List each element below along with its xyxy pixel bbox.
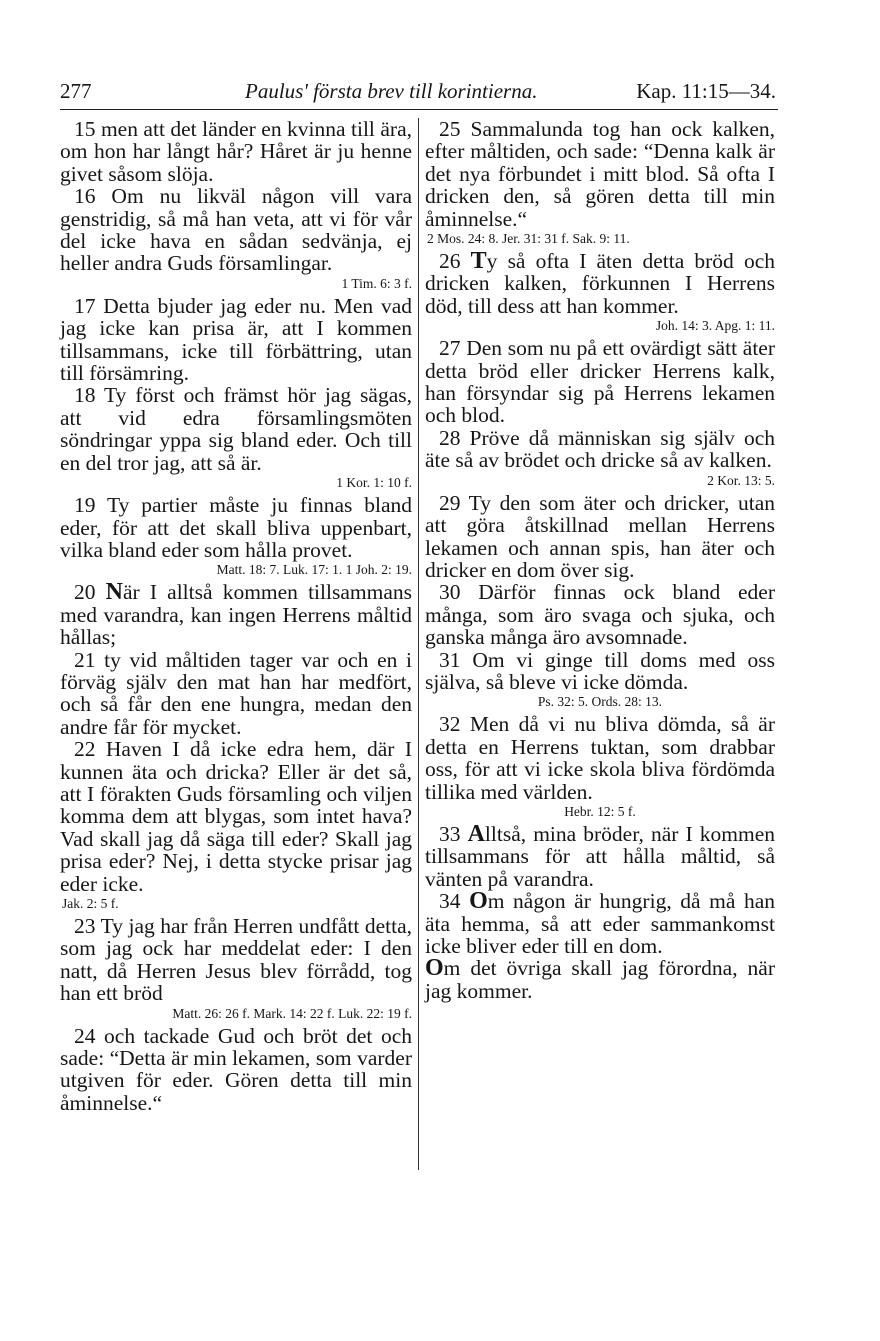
verse-text: 19 Ty partier måste ju finnas bland eder, för att det skall bliva uppenbart, vilka bland eder som hålla provet.	[60, 493, 412, 562]
section-initial: O	[469, 888, 488, 915]
cross-reference: Matt. 18: 7. Luk. 17: 1. 1 Joh. 2: 19.	[216, 562, 412, 578]
verse-number: 33	[439, 821, 468, 846]
verse	[425, 649, 775, 694]
verse	[60, 649, 412, 739]
verse	[425, 250, 775, 317]
verse	[425, 427, 775, 472]
verse	[425, 713, 775, 803]
section-initial: T	[470, 248, 487, 275]
verse	[60, 915, 412, 1005]
section-initial: O	[425, 955, 444, 982]
verse-text: 17 Detta bjuder jag eder nu. Men vad jag icke kan prisa är, att I kommen tillsammans, icke till förbättring, utan till försämring.	[60, 293, 412, 386]
verse-text: 30 Därför finnas ock bland eder många, som äro svaga och sjuka, och ganska många äro avsomnade.	[425, 580, 775, 650]
cross-reference: 2 Mos. 24: 8. Jer. 31: 31 f. Sak. 9: 11.	[427, 231, 630, 247]
verse-text: m någon är hungrig, då må han äta hemma, så att eder sammankomst icke bliver eder till en dom.	[425, 889, 776, 958]
cross-reference: Hebr. 12: 5 f.	[564, 803, 636, 819]
section-initial: A	[467, 820, 485, 847]
verse	[425, 957, 775, 1002]
left-column	[60, 118, 412, 1114]
verse-text: 15 men att det länder en kvinna till ära, om hon har långt hår? Håret är ju henne givet såsom slöja.	[60, 117, 412, 186]
verse	[425, 581, 775, 648]
verse-text: 24 och tackade Gud och bröt det och sade: “Detta är min lekamen, som varder utgiven för eder. Gören detta till min åminnelse.“	[60, 1023, 412, 1115]
verse-text: lltså, mina bröder, när I kommen tillsammans för att hålla måltid, så vänten på varandra.	[425, 821, 775, 891]
cross-reference: Jak. 2: 5 f.	[62, 896, 119, 911]
verse-text: 23 Ty jag har från Herren undfått detta, som jag ock har meddelat eder: I den natt, då Herren Jesus blev förrådd, tog han ett bröd	[60, 914, 412, 1006]
verse	[60, 738, 412, 895]
verse-number: 26	[439, 249, 471, 274]
verse-text: 22 Haven I då icke edra hem, där I kunnen äta och dricka? Eller är det så, att I förakten Guds församling och viljen komma dem att blygas, som intet hava? Vad skall jag då säga till eder? Skall jag prisa eder? Nej, i detta stycke prisar jag eder icke.	[60, 737, 412, 896]
verse-number: 20	[74, 580, 106, 605]
verse	[60, 1025, 412, 1115]
verse	[425, 820, 775, 891]
verse-text: 28 Pröve då människan sig själv och äte så av brödet och dricke så av kalken.	[425, 425, 775, 473]
verse	[60, 185, 412, 275]
verse	[60, 494, 412, 561]
verse-text: m det övriga skall jag förordna, när jag kommer.	[425, 956, 775, 1003]
verse-text: 27 Den som nu på ett ovärdigt sätt äter detta bröd eller dricker Herrens kalk, han försyndar sig på Herrens lekamen och blod.	[425, 336, 775, 428]
verse-text: y så ofta I äten detta bröd och dricken kalken, förkunnen I Herrens död, till dess att han kommer.	[425, 249, 775, 318]
verse-number: 34	[439, 889, 470, 914]
page-number: 277	[60, 79, 92, 103]
right-column	[425, 118, 775, 1002]
verse	[60, 581, 412, 648]
cross-reference: Ps. 32: 5. Ords. 28: 13.	[537, 694, 663, 710]
column-divider	[418, 118, 419, 1170]
verse-text: 18 Ty först och främst hör jag sägas, att vid edra församlingsmöten söndringar yppa sig bland eder. Och till en del tror jag, att så är.	[60, 383, 412, 475]
verse-text: 32 Men då vi nu bliva dömda, så är detta en Herrens tuktan, som drabbar oss, för att vi icke skola bliva fördömda tillika med världen.	[425, 712, 775, 804]
verse	[425, 337, 775, 427]
verse-text: 31 Om vi ginge till doms med oss själva, så bleve vi icke dömda.	[425, 647, 775, 694]
cross-reference: 1 Kor. 1: 10 f.	[336, 475, 412, 491]
verse	[425, 492, 775, 582]
verse	[60, 384, 412, 474]
cross-reference: 1 Tim. 6: 3 f.	[341, 275, 412, 291]
section-initial: N	[105, 579, 123, 606]
verse-text: 16 Om nu likväl någon vill vara genstridig, så må han veta, att vi för vår del icke hava en sådan sedvänja, ej heller andra Guds församlingar.	[60, 184, 412, 276]
verse	[425, 890, 775, 957]
running-title: Paulus' första brev till korintierna.	[245, 79, 538, 103]
verse	[425, 118, 775, 230]
cross-reference: Matt. 26: 26 f. Mark. 14: 22 f. Luk. 22: 19 f.	[172, 1005, 412, 1021]
verse	[60, 118, 412, 185]
verse-text: är I alltså kommen tillsammans med varandra, kan ingen Herrens måltid hållas;	[60, 580, 412, 650]
verse-text: 29 Ty den som äter och dricker, utan att göra åtskillnad mellan Herrens lekamen och annan spis, han äter och dricker en dom över sig.	[425, 490, 775, 582]
verse-text: 21 ty vid måltiden tager var och en i förväg själv den mat han har medfört, och så får den ene hungra, medan den andre får för mycket.	[60, 647, 412, 739]
verse	[60, 295, 412, 385]
verse-text: 25 Sammalunda tog han ock kalken, efter måltiden, och sade: “Denna kalk är det nya förbundet i mitt blod. Så ofta I dricken den, så gören detta till min åminnelse.“	[425, 117, 775, 231]
cross-reference: 2 Kor. 13: 5.	[707, 472, 775, 488]
page-header	[60, 76, 776, 106]
header-rule	[60, 109, 778, 110]
cross-reference: Joh. 14: 3. Apg. 1: 11.	[655, 318, 775, 334]
chapter-reference: Kap. 11:15—34.	[636, 79, 776, 103]
